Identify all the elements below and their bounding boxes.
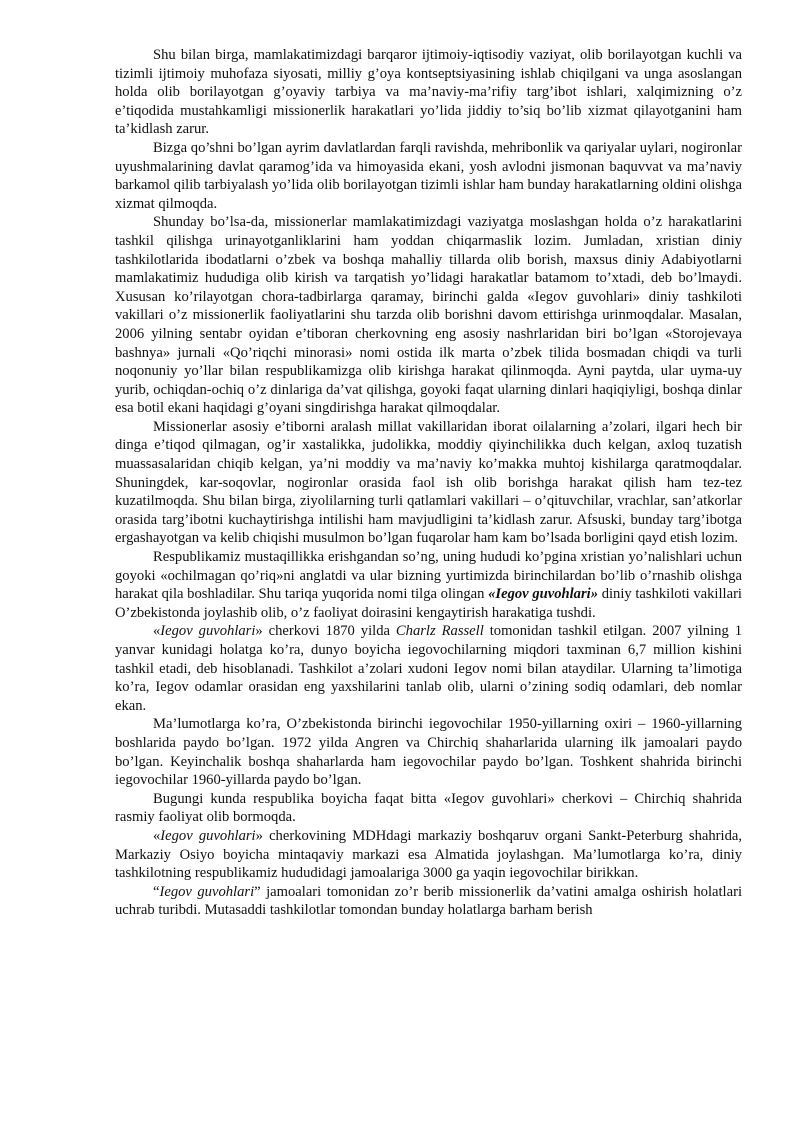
text-run: “ xyxy=(153,883,160,900)
document-body xyxy=(115,46,742,920)
bold-italic-inner: «Iegov guvohlari» xyxy=(488,586,599,603)
text-run: Shunday bo’lsa-da, missionerlar mamlakatimizdagi vaziyatga moslashgan holda o’z harakatlarini tashkil qilishga urinayotganliklarini ham yoddan chiqarmaslik lozim. Jumladan, xristian diniy tashkilotlarida ibodatlarni o’zbek va boshqa mahalliy tillarda olib borish, maxsus diniy Adabiyotlarni mamlakatimiz hududiga olib kirish va tarqatish yo’lidagi harakatlar batamom to’xtadi, deb bo’lmaydi. Xususan ko’rilayotgan chora-tadbirlarga qaramay, birinchi galda «Iegov guvohlari» diniy tashkiloti vakillari o’z missionerlik faoliyatlarini shu tarzda olib borishni davom ettirishga urinmoqdalar. Masalan, 2006 yilning sentabr oyidan e’tiboran cherkovning eng asosiy nashrlaridan biri bo’lgan «Storojevaya bashnya» jurnali «Qo’riqchi minorasi» nomi ostida ilk marta o’zbek tilida bosmadan chiqdi va turli noqonuniy yo’llar bilan respublikamizga olib kirishga harakat qilinmoqda. Ayni paytda, ular uyma-uy yurib, ochiqdan-ochiq o’z dinlariga da’vat qilishga, goyoki faqat ularning dinlari haqiqiyligi, boshqa dinlar esa botil ekani haqidagi g’oyani singdirishga harakat qilmoqdalar. xyxy=(115,214,742,417)
paragraph xyxy=(115,622,742,715)
paragraph xyxy=(115,827,742,883)
italic-text: Iegov guvohlari xyxy=(159,883,255,900)
text-run: Missionerlar asosiy e’tiborni aralash millat vakillaridan iborat oilalarning a’zolari, ilgari hech bir dinga e’tiqod qilmagan, og’ir xastalikka, judolikka, moddiy qiyinchilikka duch kelgan, axloq tuzatish muassasalaridan chiqib kelgan, ya’ni moddiy va ma’naviy ko’makka muhtoj kishilarga qaratmoqdalar. Shuningdek, kar-soqovlar, nogironlar orasida faol ish olib borishga harakat qilish ham tez-tez kuzatilmoqda. Shu bilan birga, ziyolilarning turli qatlamlari vakillari – o’qituvchilar, vrachlar, san’atkorlar orasida targ’ibotni kuchaytirishga intilishi ham mavjudligini ta’kidlash zarur. Afsuski, bunday targ’ibotga ergashayotgan va kelib chiqishi musulmon bo’lgan fuqarolar ham kam bo’lsada borligini qayd etish lozim. xyxy=(115,418,742,547)
paragraph xyxy=(115,790,742,827)
italic-text: Charlz Rassell xyxy=(395,623,484,640)
text-run: Respublikamiz mustaqillikka erishgandan so’ng, uning hududi ko’pgina xristian yo’nalishlari uchun goyoki «ochilmagan qo’riq»ni anglatdi va ular bizning yurtimizda birinchilardan bo’lib o’rnashib olishga harakat qila boshladilar. Shu tariqa yuqorida nomi tilga olingan xyxy=(115,549,742,603)
text-run: Ma’lumotlarga ko’ra, O’zbekistonda birinchi iegovochilar 1950-yillarning oxiri – 1960-yillarning boshlarida paydo bo’lgan. 1972 yilda Angren va Chirchiq shaharlarida ularning ilk jamoalari paydo bo’lgan. Keyinchalik boshqa shaharlarda ham iegovochilar paydo bo’lgan. Toshkent shahrida birinchi iegovochilar 1960-yillarda paydo bo’lgan. xyxy=(115,716,742,789)
italic-text: Iegov guvohlari xyxy=(160,623,256,640)
bold-italic-text xyxy=(488,586,598,602)
paragraph xyxy=(115,46,742,139)
text-run: « xyxy=(153,827,161,844)
text-run: Shu bilan birga, mamlakatimizdagi barqaror ijtimoiy-iqtisodiy vaziyat, olib borilayotgan kuchli va tizimli ijtimoiy muhofaza siyosati, milliy g’oya kontseptsiyasining ishlab chiqilgani va unga asoslangan holda olib borilayotgan g’oyaviy tarbiya va ma’naviy-ma’rifiy targ’ibot ishlari, xalqimizning o’z e’tiqodida mustahkamligi missionerlik harakatlari yo’lida jiddiy to’siq bo’lib xizmat qilayotganini ham ta’kidlash zarur. xyxy=(115,47,742,138)
paragraph xyxy=(115,418,742,548)
text-run: » cherkovi 1870 yilda xyxy=(255,623,396,640)
text-run: Bugungi kunda respublika boyicha faqat bitta «Iegov guvohlari» cherkovi – Chirchiq shahrida rasmiy faoliyat olib bormoqda. xyxy=(115,790,742,826)
italic-text: Iegov guvohlari xyxy=(160,827,256,844)
paragraph xyxy=(115,139,742,213)
text-run: » cherkovining MDHdagi markaziy boshqaruv organi Sankt-Peterburg shahrida, Markaziy Osiyo boyicha mintaqaviy markazi esa Almatida joylashgan. Ma’lumotlarga ko’ra, diniy tashkilotning respublikamiz hududidagi jamoalariga 3000 ga yaqin iegovochilar birikkan. xyxy=(115,827,742,882)
paragraph xyxy=(115,213,742,418)
text-run: ” jamoalari tomonidan zo’r berib missionerlik da’vatini amalga oshirish holatlari uchrab turibdi. Mutasaddi tashkilotlar tomondan bunday holatlarga barham berish xyxy=(115,883,743,919)
paragraph xyxy=(115,883,742,920)
paragraph xyxy=(115,548,742,622)
text-run: Bizga qo’shni bo’lgan ayrim davlatlardan farqli ravishda, mehribonlik va qariyalar uylari, nogironlar uyushmalarining davlat qaramog’ida va himoyasida ekani, yosh avlodni jismonan baquvvat va ma’naviy barkamol qilib tarbiyalash yo’lida olib borilayotgan tizimli ishlar ham bunday harakatlarning oldini olishga xizmat qilmoqda. xyxy=(115,139,742,212)
text-run: diniy tashkiloti vakillari O’zbekistonda joylashib olib, o’z faoliyat doirasini kengaytirish harakatiga tushdi. xyxy=(115,586,742,621)
text-run: tomonidan tashkil etilgan. 2007 yilning 1 yanvar kunidagi holatga ko’ra, dunyo boyicha iegovochilarning miqdori taxminan 6,7 million kishini tashkil etadi, deb hisoblanadi. Tashkilot a’zolari xudoni Iegov nomi bilan ataydilar. Ularning ta’limotiga ko’ra, Iegov odamlar orasidan eng yaxshilarini tanlab olib, ularni o’zining sodiq odamlari, deb nomlar ekan. xyxy=(115,623,742,714)
paragraph xyxy=(115,715,742,789)
text-run: « xyxy=(153,623,161,640)
